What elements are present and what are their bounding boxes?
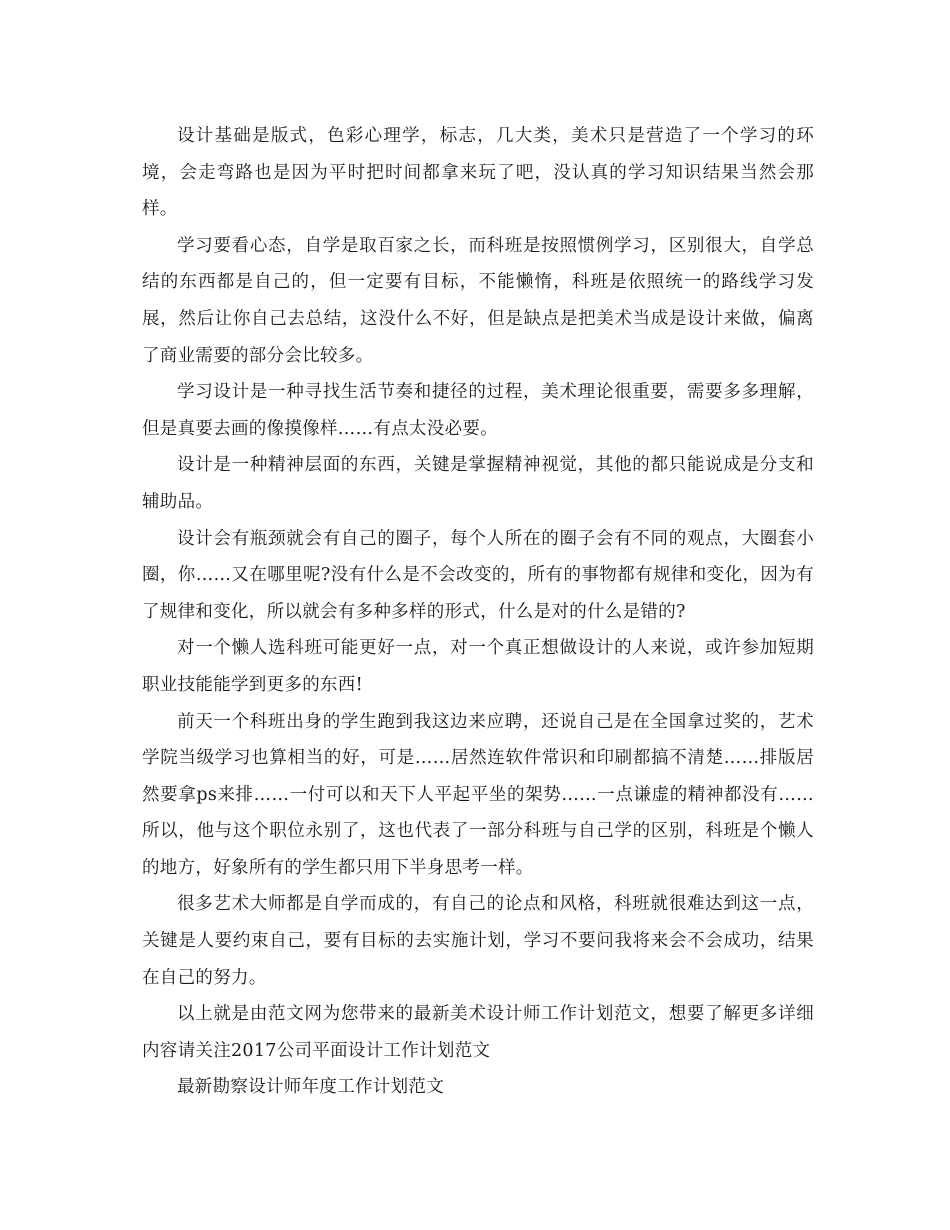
paragraph: 设计会有瓶颈就会有自己的圈子，每个人所在的圈子会有不同的观点，大圈套小圈，你……又在哪里呢?没有什么是不会改变的，所有的事物都有规律和变化，因为有了规律和变化，所以就会有多种多样的形式，什么是对的什么是错的? [142, 528, 814, 622]
document-body [142, 118, 814, 1106]
paragraph: 学习要看心态，自学是取百家之长，而科班是按照惯例学习，区别很大，自学总结的东西都是自己的，但一定要有目标，不能懒惰，科班是依照统一的路线学习发展，然后让你自己去总结，这没什么不好，但是缺点是把美术当成是设计来做，偏离了商业需要的部分会比较多。 [142, 235, 814, 366]
paragraph: 以上就是由范文网为您带来的最新美术设计师工作计划范文，想要了解更多详细内容请关注2017公司平面设计工作计划范文 [142, 1004, 814, 1061]
paragraph: 最新勘察设计师年度工作计划范文 [177, 1077, 444, 1098]
paragraph: 很多艺术大师都是自学而成的，有自己的论点和风格，科班就很难达到这一点，关键是人要约束自己，要有目标的去实施计划，学习不要问我将来会不会成功，结果在自己的努力。 [142, 894, 814, 988]
paragraph: 设计是一种精神层面的东西，关键是掌握精神视觉，其他的都只能说成是分支和辅助品。 [142, 455, 814, 512]
paragraph: 学习设计是一种寻找生活节奏和捷径的过程，美术理论很重要，需要多多理解，但是真要去画的像摸像样……有点太没必要。 [142, 382, 814, 439]
paragraph: 对一个懒人选科班可能更好一点，对一个真正想做设计的人来说，或许参加短期职业技能能学到更多的东西! [142, 638, 814, 695]
paragraph: 设计基础是版式，色彩心理学，标志，几大类，美术只是营造了一个学习的环境，会走弯路也是因为平时把时间都拿来玩了吧，没认真的学习知识结果当然会那样。 [142, 126, 814, 220]
paragraph: 前天一个科班出身的学生跑到我这边来应聘，还说自己是在全国拿过奖的，艺术学院当级学习也算相当的好，可是……居然连软件常识和印刷都搞不清楚……排版居然要拿ps来排……一付可以和天下人平起平坐的架势……一点谦虚的精神都没有……所以，他与这个职位永别了，这也代表了一部分科班与自己学的区别，科班是个懒人的地方，好象所有的学生都只用下半身思考一样。 [142, 711, 814, 878]
